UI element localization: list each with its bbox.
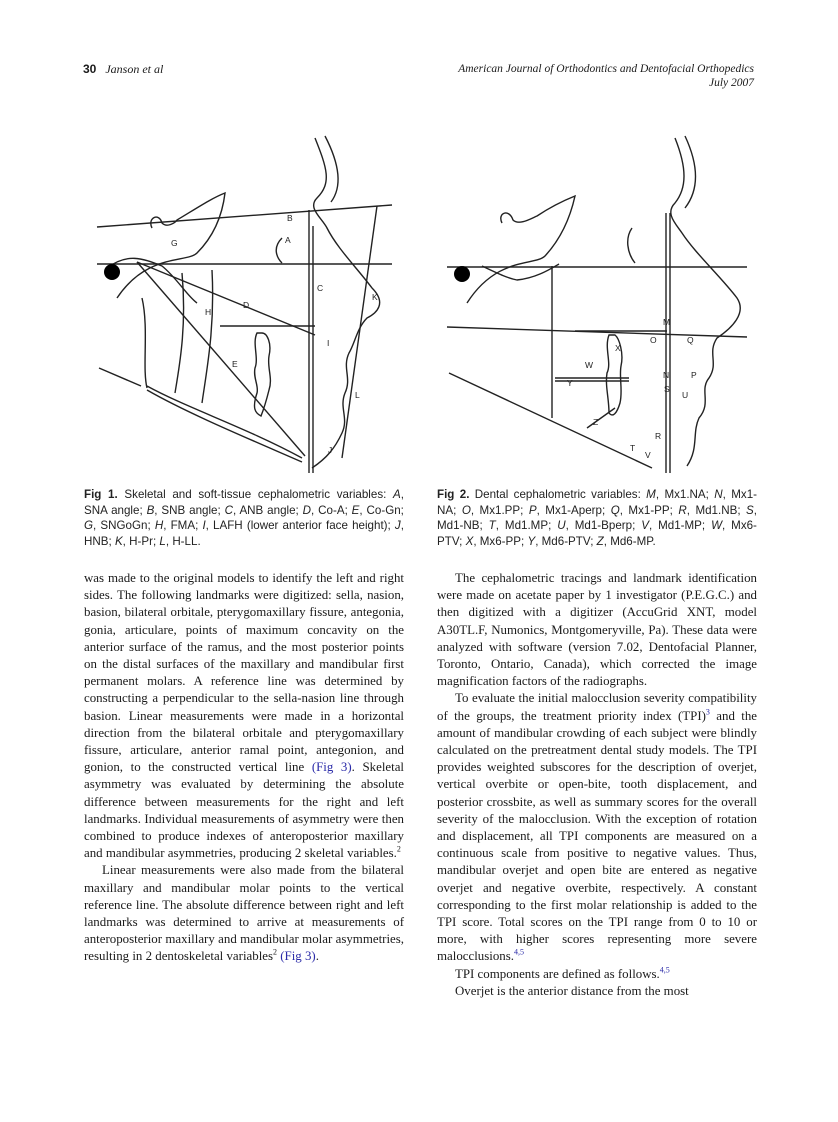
paragraph: Linear measurements were also made from the bilateral maxillary and mandibular molar points to the vertical reference line. The absolute difference between right and left landmarks was determined to arrive at measurements of anteroposterior maxillary and mandibular molar asymmetries, resulting in 2 dentoskeletal variables$^2$ (Fig 3). <box>84 863 404 964</box>
svg-text:C: C <box>317 283 324 293</box>
svg-text:N: N <box>663 370 670 380</box>
citation-ref[interactable]: 4,5 <box>513 948 524 958</box>
svg-text:Z: Z <box>593 417 599 427</box>
svg-text:O: O <box>650 335 657 345</box>
figure-2-dental-tracing <box>437 128 767 478</box>
svg-text:J: J <box>328 445 333 455</box>
citation-ref[interactable]: 4,5 <box>659 965 670 975</box>
svg-text:Q: Q <box>687 335 694 345</box>
figure-label: Fig 1. <box>84 488 118 501</box>
svg-text:G: G <box>171 238 178 248</box>
figure-1-caption: Fig 1. Skeletal and soft-tissue cephalometric variables: A, SNA angle; B, SNB angle; C, ANB angle; D, Co-A; E, Co-Gn; G, SNGoGn; H, FMA; I, LAFH (lower anterior face height); J, HNB; K, H-Pr; L, H-LL. <box>84 488 404 548</box>
svg-text:E: E <box>232 359 238 369</box>
figure-3-link[interactable]: (Fig 3) <box>280 949 316 964</box>
paragraph: Overjet is the anterior distance from the most <box>455 983 689 998</box>
svg-text:A: A <box>285 235 291 245</box>
body-column-left <box>84 570 404 966</box>
paragraph: TPI components are defined as follows.$^{4,5}$ <box>455 965 670 981</box>
journal-title: American Journal of Orthodontics and Dentofacial Orthopedics <box>458 63 754 75</box>
svg-text:U: U <box>682 390 689 400</box>
running-header-right <box>458 62 754 90</box>
svg-text:V: V <box>645 450 651 460</box>
svg-text:X: X <box>615 343 621 353</box>
figure-1-skeletal-tracing <box>87 128 417 478</box>
citation-ref[interactable]: 2 <box>273 948 278 958</box>
svg-text:M: M <box>663 317 671 327</box>
svg-text:Y: Y <box>567 378 573 388</box>
svg-text:L: L <box>355 390 360 400</box>
running-header-left <box>83 62 163 77</box>
svg-text:S: S <box>664 384 670 394</box>
svg-text:K: K <box>372 292 378 302</box>
svg-text:W: W <box>585 360 594 370</box>
citation-ref[interactable]: 2 <box>396 844 401 854</box>
svg-text:H: H <box>205 307 212 317</box>
figure-label: Fig 2. <box>437 488 470 501</box>
cephalometric-tracing-illustration <box>87 128 417 478</box>
citation-ref[interactable]: 3 <box>705 707 710 717</box>
paragraph: The cephalometric tracings and landmark identification were made on acetate paper by 1 investigator (P.E.G.C.) and then digitized with a digitizer (AccuGrid XNT, model A30TL.F, Numonics, Montgomeryville, Pa). These data were analyzed with software (version 7.02, Dentofacial Planner, Toronto, Ontario, Canada), which corrected the image magnification factors of the radiographs. <box>437 571 757 689</box>
figure-2-caption: Fig 2. Dental cephalometric variables: M, Mx1.NA; N, Mx1-NA; O, Mx1.PP; P, Mx1-Aperp; Q, Mx1-PP; R, Md1.NB; S, Md1-NB; T, Md1.MP; U, Md1-Bperp; V, Md1-MP; W, Mx6-PTV; X, Mx6-PP; Y, Md6-PTV; Z, Md6-MP. <box>437 488 757 548</box>
figure-3-link[interactable]: (Fig 3) <box>311 760 352 775</box>
svg-text:T: T <box>630 443 636 453</box>
paragraph: To evaluate the initial malocclusion severity compatibility of the groups, the treatment priority index (TPI)$^3$ and the amount of mandibular crowding of each subject were blindly calculated on the pretreatment dental study models. The TPI provides weighted subscores for the description of overjet, vertical overbite or open-bite, tooth displacement, and posterior crossbite, as well as summary scores for the overall severity of the malocclusion. With the exception of rotation and displacement, all TPI components are measured on a continuous scale from positive to negative values. Thus, mandibular overjet and open bite are entered as negative overjet and negative overbite, respectively. A constant corresponding to the first molar relationship is added to the TPI score. Total scores on the TPI range from 0 to 10 or more, with higher scores representing more severe malocclusions.$^{4,5}$ <box>437 691 757 964</box>
paragraph: was made to the original models to identify the left and right sides. The following landmarks were digitized: sella, nasion, basion, bilateral orbitale, pterygomaxillary fissure, antegonia, gonia, articulare, points of maximum concavity on the anterior surface of the ramus, and the most posterior points on the distal surfaces of the maxillary and mandibular first permanent molars. A reference line was determined by constructing a perpendicular to the sella-nasion line through basion. Linear measurements were made in a horizontal direction from the bilateral orbitale and pterygomaxillary fissure, articulare, anterior ramal point, antegonion, and gonion, to the constructed vertical line (Fig 3). Skeletal asymmetry was evaluated by determining the absolute difference between measurements for the right and left landmarks. Individual measurements of asymmetry were then combined to produce indexes of anteroposterior maxillary and mandibular asymmetries, producing 2 skeletal variables.$^2$ <box>84 571 405 861</box>
issue-date: July 2007 <box>708 77 754 89</box>
svg-text:P: P <box>691 370 697 380</box>
cephalometric-tracing-illustration <box>437 128 767 478</box>
svg-text:B: B <box>287 213 293 223</box>
page-number: 30 <box>83 62 97 76</box>
svg-text:I: I <box>327 338 330 348</box>
body-column-right <box>437 570 757 1000</box>
running-authors: Janson et al <box>105 62 164 76</box>
svg-text:R: R <box>655 431 662 441</box>
svg-text:D: D <box>243 300 250 310</box>
